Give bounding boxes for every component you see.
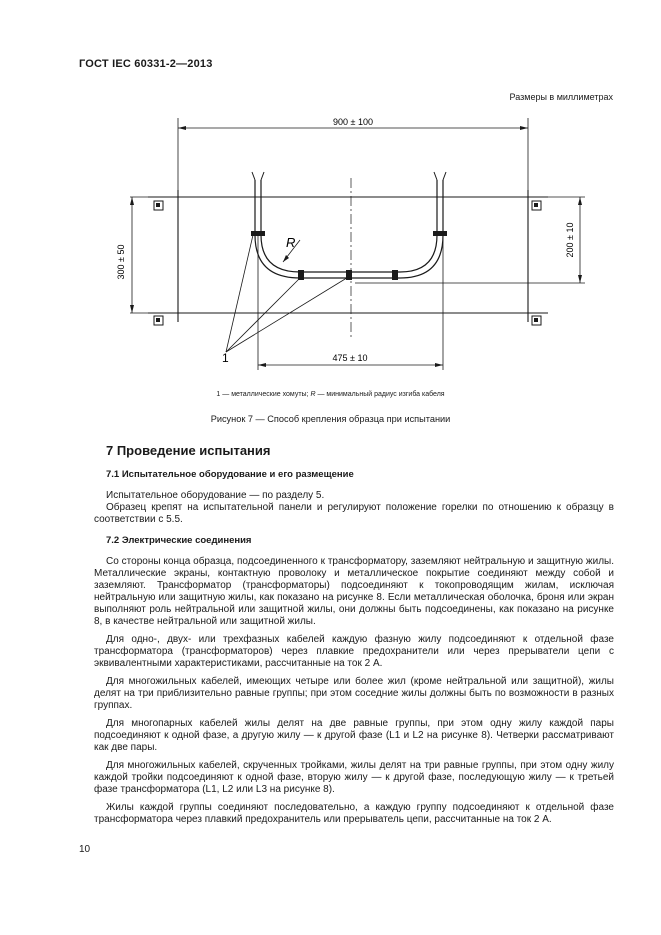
radius-label: R [286,235,296,250]
paragraph: Для многопарных кабелей жилы делят на две равные группы, при этом одну жилу каждой пары подсоединяют к одной фазе, а другую жилу — к другой фазе (L1 и L2 на рисунке 8). Четверки рассматривают как две пары. [94,718,614,753]
clamp-left [251,231,265,236]
figure-legend [0,391,661,398]
section-title: 7 Проведение испытания [106,443,271,458]
paragraph: Для многожильных кабелей, имеющих четыре или более жил (кроме нейтральной или защитной), жилы делят на три приблизительно равные группы; при этом соседние жилы должны быть по возможности в разных группах. [94,676,614,711]
subsection-7-2-title: 7.2 Электрические соединения [106,535,252,546]
paragraph: Испытательное оборудование — по разделу 5. [106,490,325,501]
figure-caption: Рисунок 7 — Способ крепления образца при испытании [210,414,451,424]
paragraph: Со стороны конца образца, подсоединенного к трансформатору, заземляют нейтральную и защитную жилы. Металлические экраны, контактную проволоку и металлическое покрытие соединяют между собой и заземляют. Трансформатор (трансформаторы) подсоединяют к токопроводящим жилам, исключая нейтральную или защитную жилы, как показано на рисунке 8. Если металлическая оболочка, броня или экран выполняют роль нейтральной или защитной жилы, они должны быть подсоединены, как показано на рисунке 8, в качестве нейтральной или защитной жилы. [94,556,614,627]
legend-suffix: — минимальный радиус изгиба кабеля [315,391,445,398]
clamp-callout-label: 1 [222,351,229,365]
subsection-7-1-title: 7.1 Испытательное оборудование и его размещение [106,469,354,480]
page-number: 10 [79,844,91,855]
paragraph: Жилы каждой группы соединяют последовательно, а каждую группу подсоединяют к отдельной фазе трансформатора через плавкий предохранитель или прерыватель цепи, рассчитанные на ток 2 А. [94,802,614,825]
dim-width-label: 900 ± 100 [333,117,373,127]
clamp-right [433,231,447,236]
section-7 [94,443,614,826]
dim-bottom-label: 475 ± 10 [332,353,368,363]
clamp-bottom-2 [346,270,352,280]
clamp-bottom-3 [392,270,398,280]
paragraph: Для одно-, двух- или трехфазных кабелей каждую фазную жилу подсоединяют к отдельной фазе трансформатора (трансформаторов) через плавкие предохранители или через прерыватели цепи с эквивалентными характеристиками, рассчитанные на ток 2 А. [94,634,614,669]
mounting-figure [0,100,661,390]
paragraph: Для многожильных кабелей, скрученных тройками, жилы делят на три равные группы, при этом одну жилу каждой тройки подсоединяют к одной фазе, вторую жилу — к другой фазе, последующую жилу — к третьей фазе трансформатора (L1, L2 или L3 на рисунке 8). [94,760,614,795]
dim-height-right-label: 200 ± 10 [565,222,575,258]
clamp-bottom-1 [298,270,304,280]
units-note: Размеры в миллиметрах [509,92,613,102]
standard-header: ГОСТ IEC 60331-2—2013 [79,58,213,70]
legend-prefix: 1 — металлические хомуты; [216,391,311,398]
cable-sample [255,180,443,278]
legend-r: R [310,391,316,398]
paragraph: Образец крепят на испытательной панели и регулируют положение горелки по отношению к образцу в соответствии с 5.5. [94,502,614,525]
dim-height-left-label: 300 ± 50 [116,244,126,280]
